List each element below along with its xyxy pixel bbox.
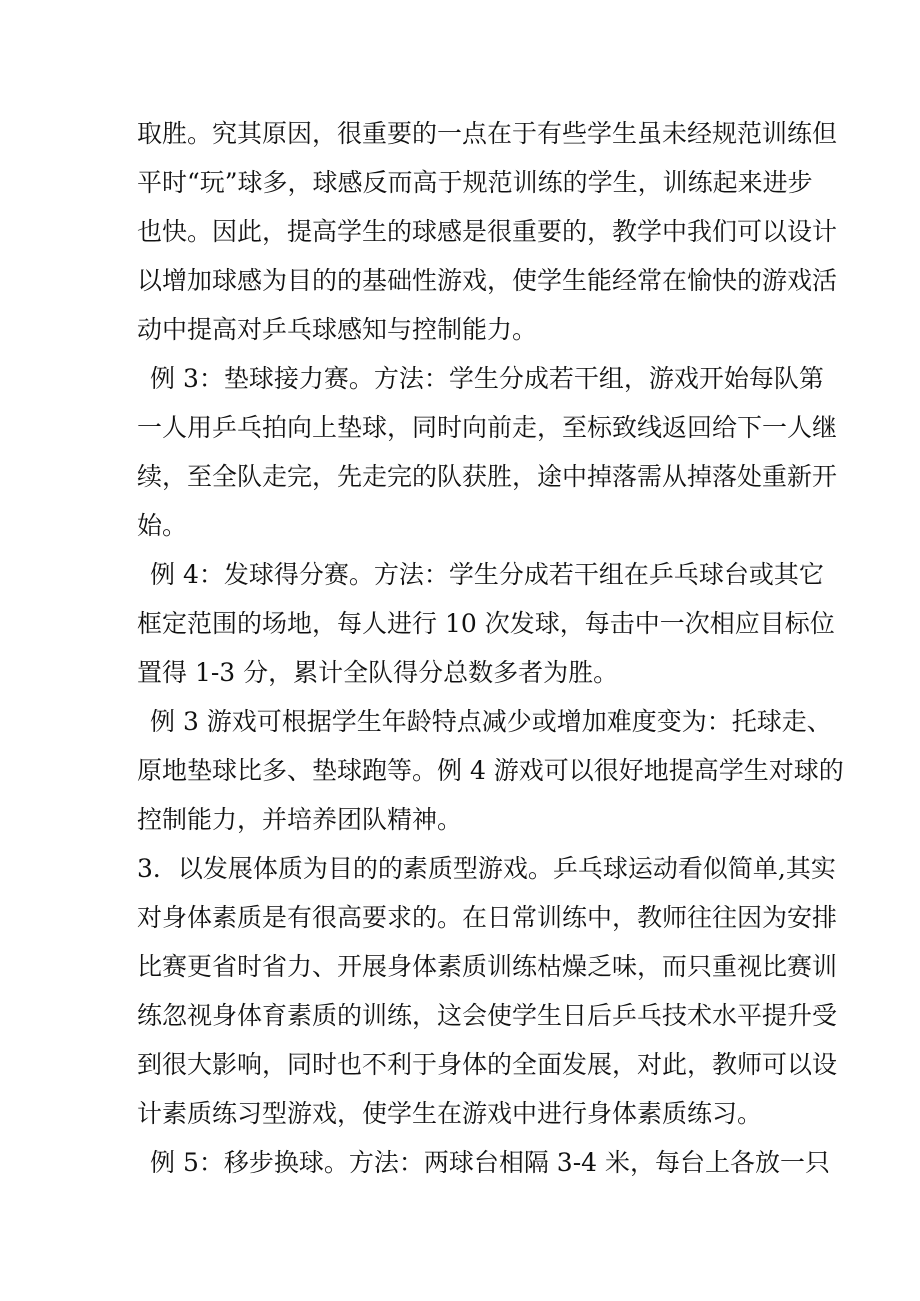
paragraph-example-4 — [137, 550, 835, 697]
text-line: 置得 1-3 分，累计全队得分总数多者为胜。 — [137, 658, 619, 687]
paragraph-examples-note — [137, 697, 844, 844]
text-line: 例 3：垫球接力赛。方法：学生分成若干组，游戏开始每队第 — [150, 364, 824, 393]
text-line: 比赛更省时省力、开展身体素质训练枯燥乏味，而只重视比赛训 — [137, 952, 838, 981]
text-line: 对身体素质是有很高要求的。在日常训练中，教师往往因为安排 — [137, 903, 838, 932]
text-line: 始。 — [137, 511, 188, 540]
document-body — [137, 109, 844, 1187]
text-line: 也快。因此，提高学生的球感是很重要的，教学中我们可以设计 — [137, 217, 838, 246]
text-line: 3．以发展体质为目的的素质型游戏。乒乓球运动看似简单,其实 — [137, 854, 836, 883]
text-line: 框定范围的场地，每人进行 10 次发球，每击中一次相应目标位 — [137, 609, 835, 638]
paragraph-example-5 — [137, 1138, 831, 1187]
text-line: 例 4：发球得分赛。方法：学生分成若干组在乒乓球台或其它 — [150, 560, 824, 589]
text-line: 以增加球感为目的的基础性游戏，使学生能经常在愉快的游戏活 — [137, 266, 838, 295]
text-line: 平时“玩”球多，球感反而高于规范训练的学生，训练起来进步 — [137, 168, 813, 197]
text-line: 控制能力，并培养团队精神。 — [137, 805, 463, 834]
paragraph-intro-continuation — [137, 109, 838, 354]
paragraph-example-3 — [137, 354, 838, 550]
text-line: 例 3 游戏可根据学生年龄特点减少或增加难度变为：托球走、 — [150, 707, 832, 736]
text-line: 续，至全队走完，先走完的队获胜，途中掉落需从掉落处重新开 — [137, 462, 838, 491]
text-line: 原地垫球比多、垫球跑等。例 4 游戏可以很好地提高学生对球的 — [137, 756, 844, 785]
text-line: 一人用乒乓拍向上垫球，同时向前走，至标致线返回给下一人继 — [137, 413, 838, 442]
text-line: 到很大影响，同时也不利于身体的全面发展，对此，教师可以设 — [137, 1050, 838, 1079]
paragraph-section-3 — [137, 844, 838, 1138]
text-line: 例 5：移步换球。方法：两球台相隔 3-4 米，每台上各放一只 — [150, 1148, 831, 1177]
text-line: 取胜。究其原因，很重要的一点在于有些学生虽未经规范训练但 — [137, 119, 838, 148]
text-line: 动中提高对乒乓球感知与控制能力。 — [137, 315, 538, 344]
text-line: 计素质练习型游戏，使学生在游戏中进行身体素质练习。 — [137, 1099, 763, 1128]
text-line: 练忽视身体育素质的训练，这会使学生日后乒乓技术水平提升受 — [137, 1001, 838, 1030]
